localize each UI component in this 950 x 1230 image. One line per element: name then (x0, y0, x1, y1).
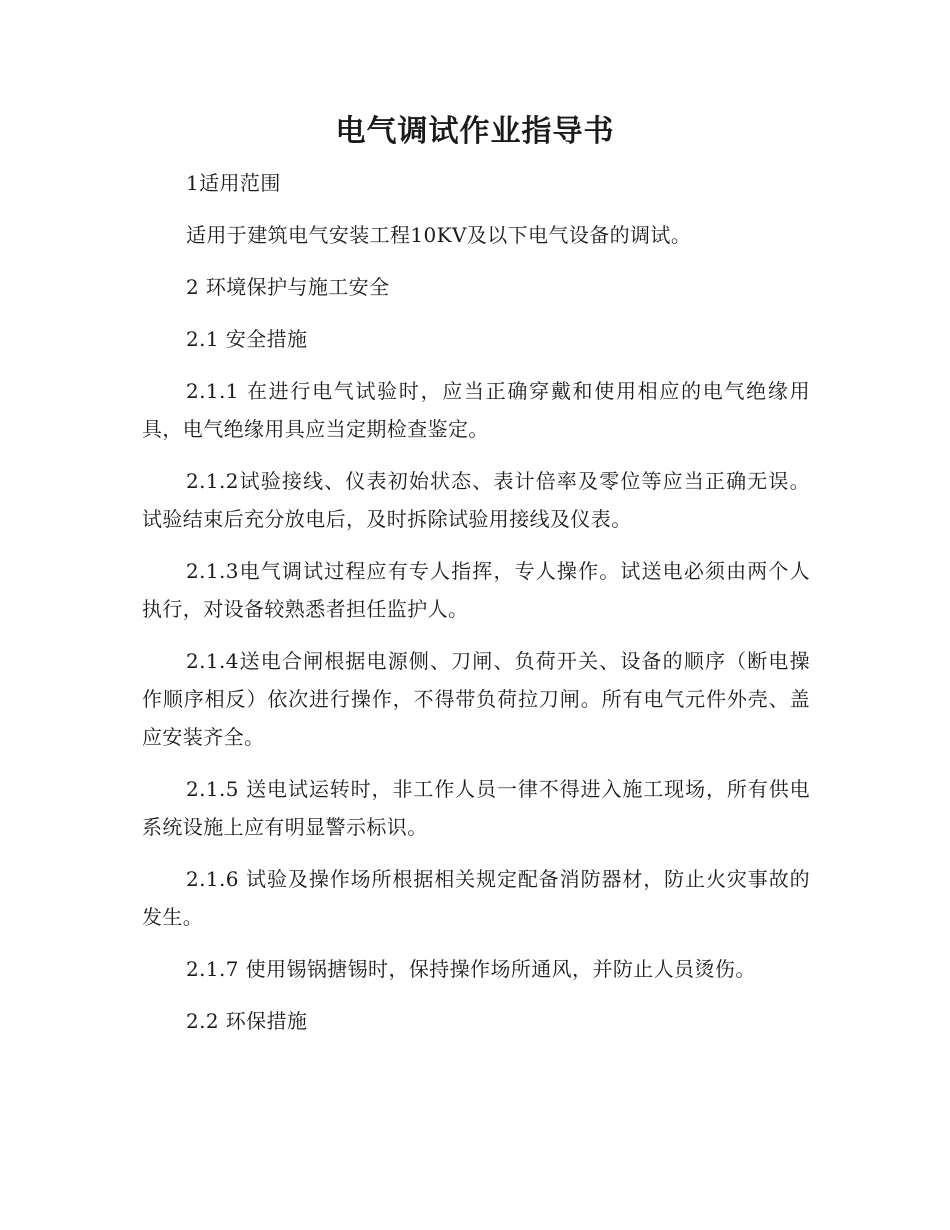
clause-2-1-7: 2.1.7 使用锡锅搪锡时，保持操作场所通风，并防止人员烫伤。 (186, 957, 756, 981)
subsection-heading-safety-measures: 2.1 安全措施 (186, 327, 308, 351)
scope-paragraph: 适用于建筑电气安装工程10KV及以下电气设备的调试。 (186, 223, 692, 247)
clause-2-1-3: 2.1.3电气调试过程应有专人指挥，专人操作。试送电必须由两个人执行，对设备较熟悉者担任监护人。 (142, 559, 810, 621)
clause-2-1-5: 2.1.5 送电试运转时，非工作人员一律不得进入施工现场，所有供电系统设施上应有明显警示标识。 (142, 777, 810, 839)
section-heading-scope: 1适用范围 (186, 171, 281, 195)
clause-2-1-1: 2.1.1 在进行电气试验时，应当正确穿戴和使用相应的电气绝缘用具，电气绝缘用具应当定期检查鉴定。 (142, 379, 810, 441)
document-title: 电气调试作业指导书 (335, 114, 615, 149)
clause-2-1-2: 2.1.2试验接线、仪表初始状态、表计倍率及零位等应当正确无误。试验结束后充分放电后，及时拆除试验用接线及仪表。 (142, 469, 810, 531)
document-body (142, 164, 810, 1054)
subsection-heading-environmental-measures: 2.2 环保措施 (186, 1009, 308, 1033)
clause-2-1-4: 2.1.4送电合闸根据电源侧、刀闸、负荷开关、设备的顺序（断电操作顺序相反）依次进行操作，不得带负荷拉刀闸。所有电气元件外壳、盖应安装齐全。 (142, 649, 810, 749)
section-heading-environment-safety: 2 环境保护与施工安全 (186, 275, 390, 299)
clause-2-1-6: 2.1.6 试验及操作场所根据相关规定配备消防器材，防止火灾事故的发生。 (142, 867, 810, 929)
